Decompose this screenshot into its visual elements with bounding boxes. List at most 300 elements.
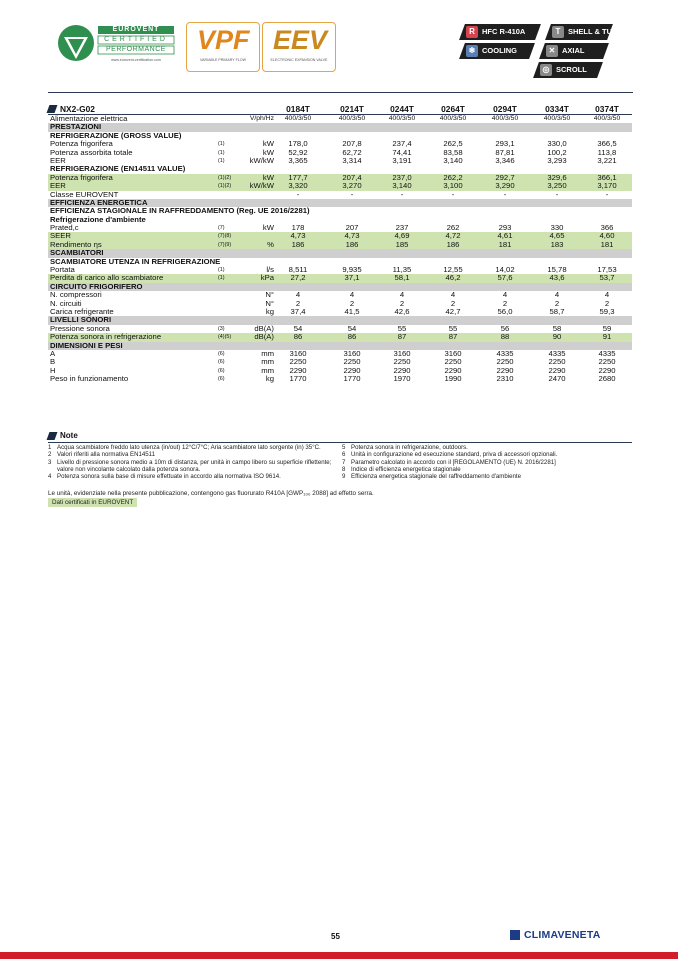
cell-value: 262,5 xyxy=(443,139,463,149)
brand-name: CLIMAVENETA xyxy=(524,929,601,941)
section-header xyxy=(48,342,632,350)
cell-value: 400/3/50 xyxy=(439,115,467,122)
row-label: H xyxy=(50,365,56,375)
cell-value: 3,320 xyxy=(288,181,308,191)
cell-value: 400/3/50 xyxy=(593,115,621,122)
cell-value: 4 xyxy=(450,290,456,300)
cell-value: 4 xyxy=(399,290,405,300)
table-row xyxy=(48,174,632,182)
section-header xyxy=(48,316,632,324)
row-label: Prated,c xyxy=(50,223,79,233)
row-label: LIVELLI SONORI xyxy=(50,315,112,325)
row-label: Potenza frigorifera xyxy=(50,172,113,182)
cell-value: 57,6 xyxy=(497,273,513,283)
note-item xyxy=(342,473,632,480)
note-text: Valori riferiti alla normativa EN14511 xyxy=(57,451,155,459)
tag-refrigerant xyxy=(459,24,541,40)
cell-value: 100,2 xyxy=(547,147,567,157)
cell-value: 1970 xyxy=(393,374,411,384)
cell-value: 186 xyxy=(446,239,460,249)
cell-value: 400/3/50 xyxy=(491,115,519,122)
cell-value: 177,7 xyxy=(288,172,308,182)
row-note-ref: (6) xyxy=(218,350,225,357)
slash-mark xyxy=(47,432,58,440)
row-note-ref: (1) xyxy=(218,157,225,164)
note-number: 8 xyxy=(342,465,346,473)
fan-icon: ✕ xyxy=(546,45,558,57)
table-row xyxy=(48,224,632,232)
cell-value: 186 xyxy=(291,239,305,249)
table-row xyxy=(48,333,632,341)
climaveneta-logo xyxy=(524,929,600,941)
note-number: 2 xyxy=(48,451,52,459)
cell-value: 3160 xyxy=(393,348,411,358)
note-text: Parametro calcolato in accordo con il [REGOLAMENTO (UE) N. 2016/2281] xyxy=(351,458,556,466)
cell-value: 83,58 xyxy=(443,147,463,157)
row-label: Alimentazione elettrica xyxy=(50,114,128,123)
cell-value: - xyxy=(555,189,559,199)
row-unit: kg xyxy=(265,306,274,316)
notes-left-column xyxy=(48,444,338,480)
cell-value: 2290 xyxy=(393,365,411,375)
cell-value: 59 xyxy=(602,323,612,333)
row-unit: kW xyxy=(262,223,274,233)
tag-axial-label: AXIAL xyxy=(562,46,585,55)
cell-value: - xyxy=(503,189,507,199)
tag-shell-tubes xyxy=(545,24,628,40)
note-text: Efficienza energetica stagionale del raffreddamento d'ambiente xyxy=(351,473,521,481)
cell-value: 55 xyxy=(448,323,458,333)
cell-value: 1990 xyxy=(444,374,462,384)
vpf-title: VPF xyxy=(197,25,250,55)
row-label: Potenza sonora in refrigerazione xyxy=(50,332,162,342)
notes-title: Note xyxy=(60,431,78,440)
row-unit: dB(A) xyxy=(254,323,274,333)
row-unit: kW/kW xyxy=(249,155,274,165)
row-note-ref: (6) xyxy=(218,359,225,366)
cell-value: 88 xyxy=(500,332,510,342)
table-row xyxy=(48,232,632,240)
cell-value: 2310 xyxy=(496,374,514,384)
note-text: Acqua scambiatore freddo lato utenza (in/out) 12°C/7°C; Aria scambiatore lato sorgente (in) 35°C. xyxy=(57,444,321,451)
cell-value: 207,4 xyxy=(342,172,362,182)
row-label: EER xyxy=(50,181,66,191)
cell-value: 8,511 xyxy=(288,265,308,275)
cell-value: 2250 xyxy=(393,357,411,367)
eev-title: EEV xyxy=(273,25,328,55)
cell-value: 237 xyxy=(395,223,409,233)
cell-value: 27,2 xyxy=(290,273,306,283)
cell-value: 330 xyxy=(550,223,564,233)
row-note-ref: (7)(8) xyxy=(218,233,232,240)
eurovent-url: www.eurovent-certification.com xyxy=(111,58,161,62)
snowflake-icon: ❄ xyxy=(466,45,478,57)
cell-value: 3,250 xyxy=(547,181,567,191)
row-unit: mm xyxy=(261,348,274,358)
cell-value: 207 xyxy=(345,223,359,233)
cell-value: 74,41 xyxy=(392,147,412,157)
cell-value: 3,365 xyxy=(288,155,308,165)
cell-value: 87,81 xyxy=(495,147,515,157)
cell-value: 181 xyxy=(498,239,512,249)
cell-value: 4335 xyxy=(496,348,514,358)
cell-value: 4,73 xyxy=(344,231,360,241)
cell-value: 37,1 xyxy=(344,273,360,283)
cell-value: 183 xyxy=(550,239,564,249)
column-header: 0334T xyxy=(545,104,569,114)
cell-value: 52,92 xyxy=(288,147,308,157)
note-item xyxy=(48,451,338,458)
notes-right-column xyxy=(342,444,632,480)
cell-value: 4335 xyxy=(548,348,566,358)
notes-rule xyxy=(48,442,632,443)
cell-value: 42,6 xyxy=(394,306,410,316)
row-note-ref: (1) xyxy=(218,267,225,274)
cell-value: 4,60 xyxy=(599,231,615,241)
tag-refrigerant-label: HFC R-410A xyxy=(482,27,526,36)
cell-value: 46,2 xyxy=(445,273,461,283)
eurovent-line2: CERTIFIED xyxy=(104,36,168,43)
row-label: CIRCUITO FRIGORIFERO xyxy=(50,281,143,291)
cell-value: 4335 xyxy=(598,348,616,358)
cell-value: 4,73 xyxy=(290,231,306,241)
column-header: 0374T xyxy=(595,104,619,114)
cell-value: 53,7 xyxy=(599,273,615,283)
column-header: 0294T xyxy=(493,104,517,114)
cell-value: 2 xyxy=(295,298,301,308)
row-label: Carica refrigerante xyxy=(50,306,114,316)
row-note-ref: (6) xyxy=(218,376,225,383)
cell-value: 3,314 xyxy=(342,155,362,165)
tag-scroll xyxy=(533,62,603,78)
row-label: Perdita di carico allo scambiatore xyxy=(50,273,164,283)
cell-value: 207,8 xyxy=(342,139,362,149)
row-label: SCAMBIATORI xyxy=(50,248,104,258)
refrigerant-icon: R xyxy=(466,26,478,38)
row-note-ref: (7) xyxy=(218,225,225,232)
eev-subtitle: ELECTRONIC EXPANSION VALVE xyxy=(270,58,328,62)
page-number: 55 xyxy=(331,932,340,941)
note-number: 6 xyxy=(342,451,346,459)
cell-value: 15,78 xyxy=(547,265,567,275)
row-label: Potenza frigorifera xyxy=(50,139,113,149)
row-label: DIMENSIONI E PESI xyxy=(50,340,123,350)
row-note-ref: (3) xyxy=(218,325,225,332)
cell-value: 2470 xyxy=(548,374,566,384)
row-note-ref: (1) xyxy=(218,141,225,148)
cell-value: 2290 xyxy=(444,365,462,375)
column-header: 0244T xyxy=(390,104,414,114)
cell-value: 400/3/50 xyxy=(338,115,366,122)
row-label: REFRIGERAZIONE (EN14511 VALUE) xyxy=(50,164,186,174)
cell-value: 54 xyxy=(347,323,357,333)
cell-value: 17,53 xyxy=(597,265,617,275)
bottom-bar xyxy=(0,952,678,959)
cell-value: 1770 xyxy=(289,374,307,384)
cell-value: 400/3/50 xyxy=(284,115,312,122)
cell-value: 2250 xyxy=(289,357,307,367)
cell-value: 262,2 xyxy=(443,172,463,182)
table-row xyxy=(48,358,632,366)
subsection-header xyxy=(48,165,632,173)
row-unit: kW xyxy=(262,172,274,182)
climaveneta-mark-icon xyxy=(510,930,520,940)
row-label: EFFICIENZA ENERGETICA xyxy=(50,197,148,207)
cell-value: 86 xyxy=(347,332,357,342)
cell-value: 90 xyxy=(552,332,562,342)
note-number: 3 xyxy=(48,458,52,466)
note-item xyxy=(342,466,632,473)
subsection-header xyxy=(48,258,632,266)
cell-value: 86 xyxy=(293,332,303,342)
cell-value: - xyxy=(451,189,455,199)
note-text: Potenza sonora in refrigerazione, outdoors. xyxy=(351,444,468,451)
cell-value: 293,1 xyxy=(495,139,515,149)
vpf-subtitle: VARIABLE PRIMARY FLOW xyxy=(200,58,246,62)
cell-value: 237,4 xyxy=(392,139,412,149)
note-item xyxy=(48,444,338,451)
note-item xyxy=(342,444,632,451)
cell-value: 3160 xyxy=(343,348,361,358)
subsection-header xyxy=(48,132,632,140)
vpf-logo xyxy=(186,22,260,72)
cell-value: 59,3 xyxy=(599,306,615,316)
cell-value: 4 xyxy=(349,290,355,300)
cell-value: 330,0 xyxy=(547,139,567,149)
row-label: EER xyxy=(50,155,66,165)
row-note-ref: (1)(2) xyxy=(218,174,232,181)
row-note-ref: (1)(2) xyxy=(218,183,232,190)
column-header: 0184T xyxy=(286,104,310,114)
row-label: Rendimento ηs xyxy=(50,239,102,249)
row-label: N. circuiti xyxy=(50,298,82,308)
row-unit: mm xyxy=(261,365,274,375)
eev-logo xyxy=(262,22,336,72)
row-label: B xyxy=(50,357,56,367)
cell-value: 11,35 xyxy=(392,265,412,275)
cell-value: 4 xyxy=(295,290,301,300)
cell-value: 9,935 xyxy=(342,265,362,275)
cell-value: 2290 xyxy=(496,365,514,375)
cell-value: 2680 xyxy=(598,374,616,384)
table-body xyxy=(48,115,632,384)
row-unit: mm xyxy=(261,357,274,367)
cell-value: 2250 xyxy=(444,357,462,367)
cell-value: 3,140 xyxy=(443,155,463,165)
cell-value: 56 xyxy=(500,323,510,333)
table-row xyxy=(48,182,632,190)
cell-value: 2250 xyxy=(343,357,361,367)
cell-value: 262 xyxy=(446,223,460,233)
note-number: 5 xyxy=(342,444,346,451)
note-number: 4 xyxy=(48,473,52,481)
cell-value: 14,02 xyxy=(495,265,515,275)
row-unit: kPa xyxy=(260,273,274,283)
row-label: Refrigerazione d'ambiente xyxy=(50,214,146,224)
note-text: Livello di pressione sonora medio a 10m di distanza, per unità in campo libero su superficie riflettente; valore non vincolante calcolato dalla potenza sonora. xyxy=(57,458,332,473)
column-header: 0214T xyxy=(340,104,364,114)
eurovent-certified-box: Dati certificati in EUROVENT xyxy=(48,498,137,507)
cell-value: 62,72 xyxy=(342,147,362,157)
note-text: Unità in configurazione ed esecuzione standard, priva di accessori opzionali. xyxy=(351,451,558,459)
note-number: 7 xyxy=(342,458,346,466)
row-unit: N° xyxy=(265,290,274,300)
table-row xyxy=(48,367,632,375)
table-row xyxy=(48,375,632,383)
model-name: NX2-G02 xyxy=(60,104,95,114)
row-unit: V/ph/Hz xyxy=(249,115,274,122)
row-label: Classe EUROVENT xyxy=(50,189,119,199)
row-unit: l/s xyxy=(266,265,274,275)
spec-table xyxy=(48,104,632,384)
note-number: 9 xyxy=(342,473,346,481)
column-header: 0264T xyxy=(441,104,465,114)
table-row xyxy=(48,241,632,249)
cell-value: 366,1 xyxy=(597,172,617,182)
row-label: Peso in funzionamento xyxy=(50,374,129,384)
tag-cooling xyxy=(459,43,535,59)
cell-value: 178 xyxy=(291,223,305,233)
note-item xyxy=(342,451,632,458)
subsection-header xyxy=(48,216,632,224)
row-unit: % xyxy=(267,239,274,249)
scroll-icon: ◎ xyxy=(540,64,552,76)
row-label: Portata xyxy=(50,265,75,275)
cell-value: 366,5 xyxy=(597,139,617,149)
cell-value: 87 xyxy=(448,332,458,342)
cell-value: 3,270 xyxy=(342,181,362,191)
row-label: A xyxy=(50,348,56,358)
row-unit: kW xyxy=(262,139,274,149)
shell-tubes-icon: T xyxy=(552,26,564,38)
cell-value: 185 xyxy=(395,239,409,249)
row-unit: kg xyxy=(265,374,274,384)
cell-value: 329,6 xyxy=(547,172,567,182)
note-item xyxy=(48,473,338,480)
row-label: PRESTAZIONI xyxy=(50,122,102,132)
table-header xyxy=(48,104,632,114)
cell-value: 237,0 xyxy=(392,172,412,182)
cell-value: 56,0 xyxy=(497,306,513,316)
row-unit: kW/kW xyxy=(249,181,274,191)
cell-value: 3160 xyxy=(289,348,307,358)
cell-value: 3,221 xyxy=(597,155,617,165)
cell-value: 43,6 xyxy=(549,273,565,283)
cell-value: 58 xyxy=(552,323,562,333)
slash-mark xyxy=(47,105,58,113)
cell-value: 55 xyxy=(397,323,407,333)
cell-value: 4,61 xyxy=(497,231,513,241)
cell-value: 2290 xyxy=(343,365,361,375)
row-note-ref: (7)(9) xyxy=(218,241,232,248)
note-number: 1 xyxy=(48,444,52,451)
table-row xyxy=(48,115,632,123)
table-row xyxy=(48,149,632,157)
cell-value: 178,0 xyxy=(288,139,308,149)
row-label: Pressione sonora xyxy=(50,323,110,333)
cell-value: 4,69 xyxy=(394,231,410,241)
row-unit: kW xyxy=(262,147,274,157)
tag-cooling-label: COOLING xyxy=(482,46,517,55)
cell-value: - xyxy=(605,189,609,199)
cell-value: 400/3/50 xyxy=(388,115,416,122)
cell-value: 113,8 xyxy=(597,147,617,157)
row-label: SEER xyxy=(50,231,71,241)
note-text: Potenza sonora sulla base di misure effettuate in accordo alla normativa ISO 9614. xyxy=(57,473,281,481)
cell-value: 91 xyxy=(602,332,612,342)
cell-value: 2 xyxy=(502,298,508,308)
cell-value: 366 xyxy=(600,223,614,233)
cell-value: 58,7 xyxy=(549,306,565,316)
cell-value: 4 xyxy=(554,290,560,300)
note-item xyxy=(48,459,338,474)
table-row xyxy=(48,300,632,308)
cell-value: 3,346 xyxy=(495,155,515,165)
table-row xyxy=(48,140,632,148)
cell-value: 12,55 xyxy=(443,265,463,275)
cell-value: 3,293 xyxy=(547,155,567,165)
cell-value: 4 xyxy=(604,290,610,300)
cell-value: 41,5 xyxy=(344,306,360,316)
note-item xyxy=(342,459,632,466)
tag-axial xyxy=(539,43,609,59)
cell-value: 2250 xyxy=(496,357,514,367)
cell-value: 3,170 xyxy=(597,181,617,191)
cell-value: 2 xyxy=(554,298,560,308)
row-label: N. compressori xyxy=(50,290,102,300)
row-note-ref: (1) xyxy=(218,275,225,282)
row-label: EFFICIENZA STAGIONALE IN RAFFREDDAMENTO (Reg. UE 2016/2281) xyxy=(50,206,310,216)
cell-value: 3,100 xyxy=(443,181,463,191)
cell-value: 3,191 xyxy=(392,155,412,165)
eurovent-logo xyxy=(54,23,176,69)
cell-value: 42,7 xyxy=(445,306,461,316)
row-note-ref: (4)(5) xyxy=(218,334,232,341)
cell-value: 4,65 xyxy=(549,231,565,241)
gwp-statement: Le unità, evidenziate nella presente pubblicazione, contengono gas fluorurato R410A [GWP₁₀₀ 2088] ad effetto serra. xyxy=(48,490,374,497)
eurovent-line3: PERFORMANCE xyxy=(106,46,166,53)
cell-value: 2250 xyxy=(548,357,566,367)
cell-value: 293 xyxy=(498,223,512,233)
table-row xyxy=(48,350,632,358)
top-bar xyxy=(0,0,678,5)
cell-value: 2 xyxy=(450,298,456,308)
cell-value: 1770 xyxy=(343,374,361,384)
cell-value: 292,7 xyxy=(495,172,515,182)
cell-value: 3,290 xyxy=(495,181,515,191)
cell-value: 2290 xyxy=(548,365,566,375)
cell-value: - xyxy=(350,189,354,199)
cell-value: 4,72 xyxy=(445,231,461,241)
cell-value: 3,140 xyxy=(392,181,412,191)
cell-value: 2 xyxy=(349,298,355,308)
row-label: SCAMBIATORE UTENZA IN REFRIGERAZIONE xyxy=(50,256,221,266)
cell-value: 181 xyxy=(600,239,614,249)
table-row xyxy=(48,308,632,316)
cell-value: 2290 xyxy=(598,365,616,375)
tag-scroll-label: SCROLL xyxy=(556,65,587,74)
cell-value: 2 xyxy=(604,298,610,308)
cell-value: 58,1 xyxy=(394,273,410,283)
row-label: Potenza assorbita totale xyxy=(50,147,133,157)
cell-value: - xyxy=(296,189,300,199)
cell-value: 2 xyxy=(399,298,405,308)
row-unit: dB(A) xyxy=(254,332,274,342)
cell-value: 87 xyxy=(397,332,407,342)
cell-value: 4 xyxy=(502,290,508,300)
cell-value: - xyxy=(400,189,404,199)
section-header xyxy=(48,283,632,291)
